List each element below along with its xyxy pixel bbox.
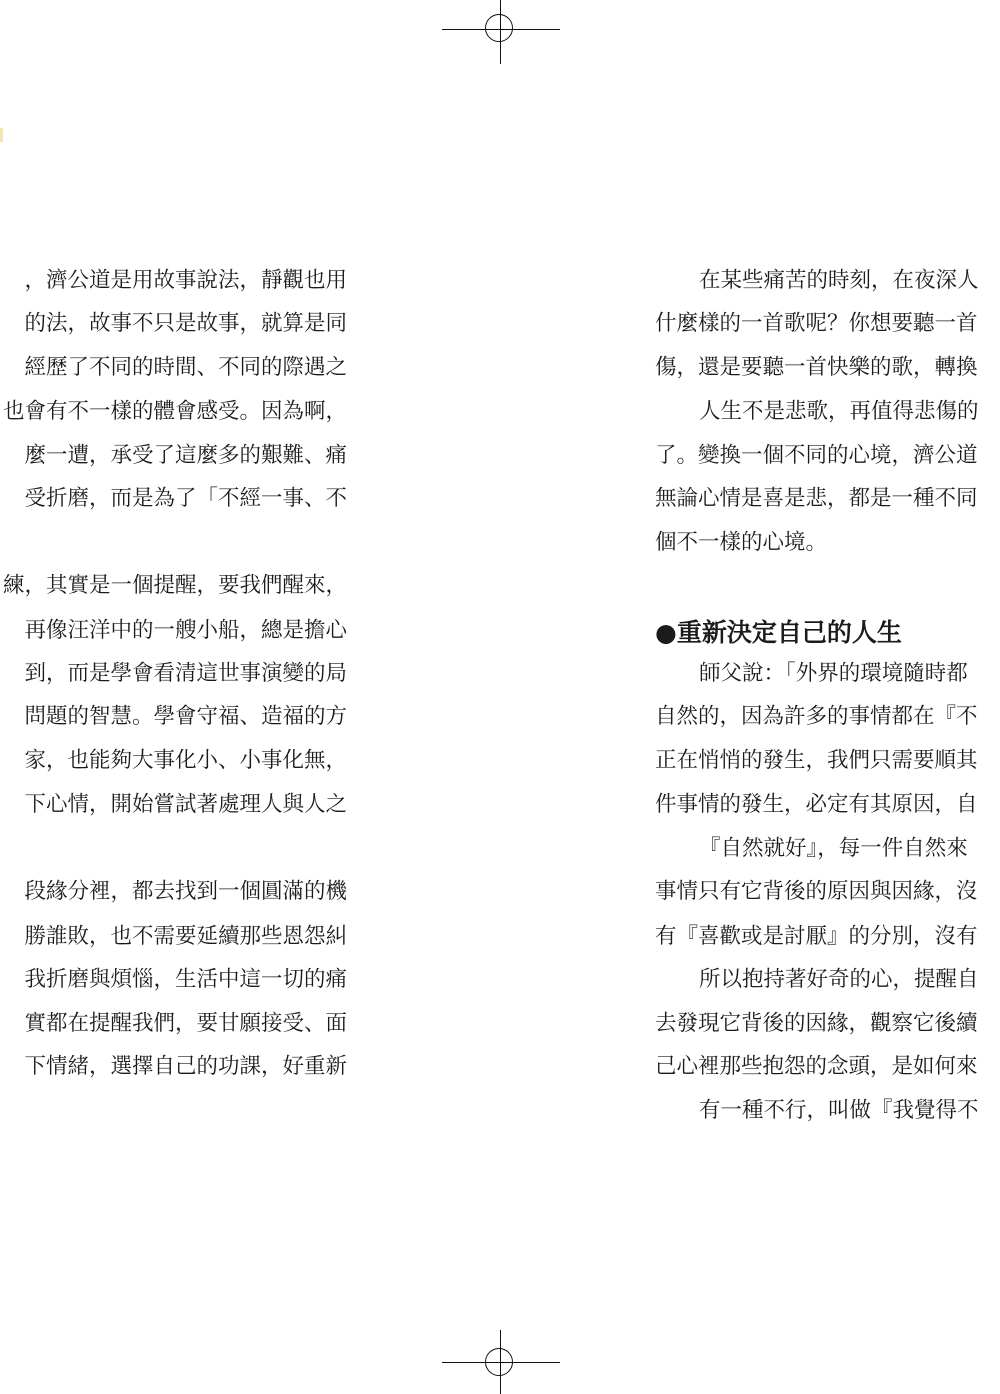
- text-line: 事情只有它背後的原因與因緣，沒: [655, 879, 978, 904]
- text-line: 人生不是悲歌，再值得悲傷的: [699, 399, 979, 424]
- text-line: 下情緒，選擇自己的功課，好重新: [24, 1054, 347, 1079]
- text-line: 什麼樣的一首歌呢？你想要聽一首: [655, 311, 978, 336]
- text-line: 了。變換一個不同的心境，濟公道: [655, 443, 978, 468]
- right-page-text: [655, 0, 1000, 1394]
- text-line: 段緣分裡，都去找到一個圓滿的機: [24, 879, 347, 904]
- text-line: 我折磨與煩惱，生活中這一切的痛: [24, 967, 347, 992]
- text-line: 有『喜歡或是討厭』的分別，沒有: [655, 924, 978, 949]
- text-line: 所以抱持著好奇的心，提醒自: [699, 967, 979, 992]
- text-line: 師父說：「外界的環境隨時都: [699, 661, 968, 686]
- text-line: 正在悄悄的發生，我們只需要順其: [655, 748, 978, 773]
- text-line: 下心情，開始嘗試著處理人與人之: [24, 792, 347, 817]
- text-line: 再像汪洋中的一艘小船，總是擔心: [24, 618, 347, 643]
- text-line: 己心裡那些抱怨的念頭，是如何來: [655, 1054, 978, 1079]
- text-line: 『自然就好』，每一件自然來: [699, 836, 968, 861]
- text-line: 無論心情是喜是悲，都是一種不同: [655, 486, 978, 511]
- text-line: 麼一遭，承受了這麼多的艱難、痛: [24, 443, 347, 468]
- text-line: 有一種不行，叫做『我覺得不: [699, 1098, 979, 1123]
- text-line: 家，也能夠大事化小、小事化無，: [24, 748, 347, 773]
- text-line: 件事情的發生，必定有其原因，自: [655, 792, 978, 817]
- text-line: 在某些痛苦的時刻，在夜深人: [699, 268, 979, 293]
- text-line: 到，而是學會看清這世事演變的局: [24, 661, 347, 686]
- text-line: 個不一樣的心境。: [655, 530, 828, 555]
- text-line: 練，其實是一個提醒，要我們醒來，: [2, 573, 347, 598]
- text-line: 也會有不一樣的體會感受。因為啊，: [2, 399, 347, 424]
- text-line: 的法，故事不只是故事，就算是同: [24, 311, 347, 336]
- text-line: ，濟公道是用故事說法，靜觀也用: [24, 268, 347, 293]
- text-line: 實都在提醒我們，要甘願接受、面: [24, 1011, 347, 1036]
- text-line: 受折磨，而是為了「不經一事、不: [24, 486, 347, 511]
- text-line: 去發現它背後的因緣，觀察它後續: [655, 1011, 978, 1036]
- left-page-text: [0, 0, 347, 1394]
- text-line: 經歷了不同的時間、不同的際遇之: [24, 355, 347, 380]
- section-heading: ●重新決定自己的人生: [655, 618, 902, 647]
- text-line: 問題的智慧。學會守福、造福的方: [24, 704, 347, 729]
- text-line: 傷，還是要聽一首快樂的歌，轉換: [655, 355, 978, 380]
- text-line: 自然的，因為許多的事情都在『不: [655, 704, 978, 729]
- text-line: 勝誰敗，也不需要延續那些恩怨糾: [24, 924, 347, 949]
